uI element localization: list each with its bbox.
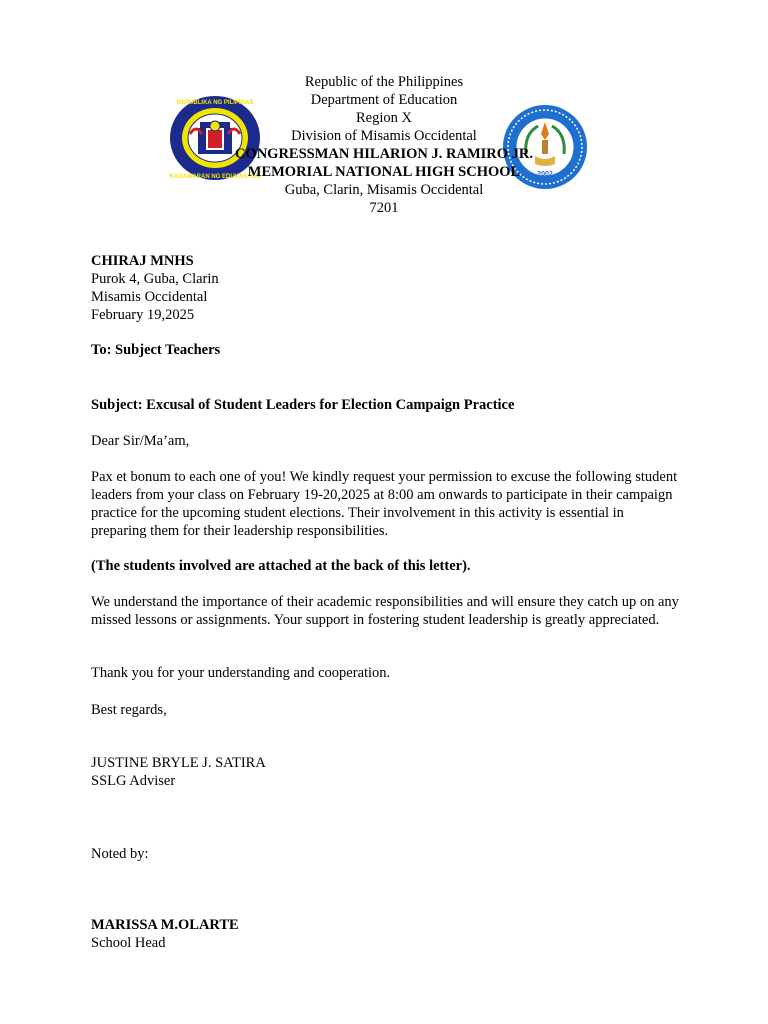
letterhead-division: Division of Misamis Occidental (291, 128, 477, 144)
letterhead (0, 73, 768, 217)
body-paragraph-2: (The students involved are attached at the back of this letter). (91, 558, 471, 574)
noted-by-label: Noted by: (91, 846, 149, 862)
school-seal-year: 2002 (537, 171, 553, 178)
letterhead-republic: Republic of the Philippines (304, 74, 464, 90)
letterhead-address: Guba, Clarin, Misamis Occidental (284, 182, 484, 198)
body-paragraph-1: Pax et bonum to each one of you! We kindly request your permission to excuse the following student leaders from your class on February 19-20,2025 at 8:00 am onwards to participate in their campaign practice for the upcoming student elections. Their involvement in this activity is essential in preparing them for their leadership responsibilities. (91, 469, 678, 539)
school-head-block (91, 916, 691, 952)
closing: Best regards, (91, 702, 167, 718)
sender-address-2: Misamis Occidental (91, 289, 208, 305)
deped-seal-top-text: REPUBLIKA NG PILIPINAS (176, 100, 254, 106)
sender-block (91, 252, 691, 324)
school-head-name: MARISSA M.OLARTE (91, 917, 239, 933)
signatory-block (91, 754, 691, 790)
deped-seal-bottom-text: KAGAWARAN NG EDUKASYON (169, 174, 261, 180)
body-paragraph-3: We understand the importance of their academic responsibilities and will ensure they catch up on any missed lessons or assignments. Your support in fostering student leadership is greatly appreciated. (91, 594, 679, 628)
letterhead-region: Region X (356, 110, 412, 126)
recipient-line: To: Subject Teachers (91, 342, 221, 358)
letterhead-school-name-2: MEMORIAL NATIONAL HIGH SCHOOL (247, 164, 521, 180)
salutation: Dear Sir/Ma’am, (91, 433, 190, 449)
letterhead-zip: 7201 (369, 200, 399, 216)
school-head-title: School Head (91, 935, 166, 951)
sender-name: CHIRAJ MNHS (91, 253, 194, 269)
letter-date: February 19,2025 (91, 307, 195, 323)
signatory-title: SSLG Adviser (91, 773, 176, 789)
letterhead-school-name-1: CONGRESSMAN HILARION J. RAMIRO JR. (234, 146, 534, 162)
signatory-name: JUSTINE BRYLE J. SATIRA (91, 755, 266, 771)
body-paragraph-4: Thank you for your understanding and cooperation. (91, 665, 391, 681)
subject-line: Subject: Excusal of Student Leaders for Election Campaign Practice (91, 397, 515, 413)
letterhead-department: Department of Education (310, 92, 458, 108)
sender-address-1: Purok 4, Guba, Clarin (91, 271, 219, 287)
